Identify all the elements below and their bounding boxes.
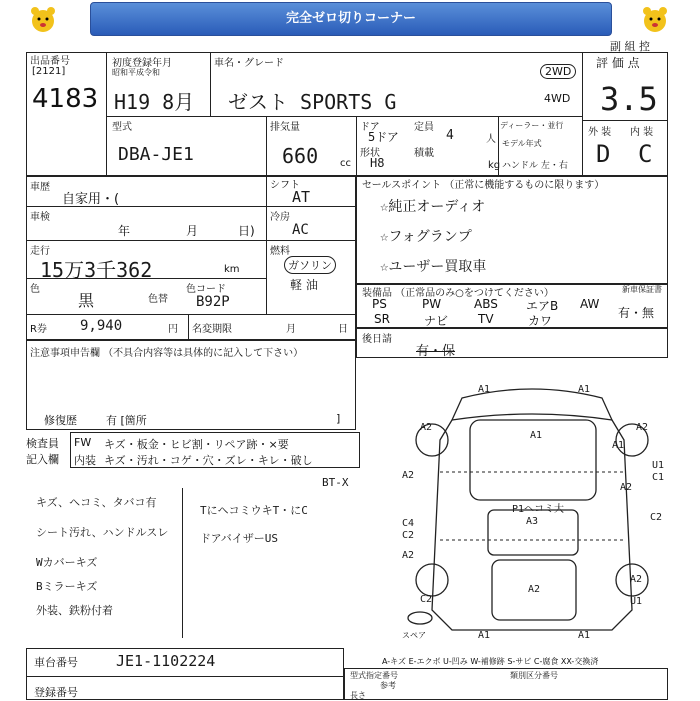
spare-label: スペア [402,631,426,640]
shape-label: 形状 [360,148,380,159]
color-label: 色 [30,284,40,295]
length-label: 長さ [350,691,366,700]
sales-label: セールスポイント （正常に機能するものに限ります） [362,180,605,191]
warranty-value: 有・無 [618,306,655,320]
score-label: 評 価 点 [596,56,640,70]
damage-mark: A1 [478,630,491,641]
equip-pw: PW [422,297,442,311]
ac-label: 冷房 [270,212,290,223]
equip-tv: TV [478,312,494,326]
damage-mark: A2 [636,422,649,433]
person-unit: 人 [486,134,496,145]
reg-number-label: 登録番号 [34,686,78,699]
damage-mark: A2 [528,584,541,595]
usage-label: 車歴 [30,182,50,193]
cap-value: 4 [446,128,454,143]
sales-item: ☆フォグランプ [380,229,472,245]
model-value: DBA-JE1 [118,144,194,165]
divider [582,120,668,121]
color-code-value: B92P [196,294,230,310]
mileage-value: 15万3千362 [40,258,153,282]
int-label: 内 装 [630,127,654,138]
divider [266,206,356,207]
cc-unit: cc [340,158,351,169]
divider [182,488,183,638]
seal-label: 副 組 控 [610,40,650,53]
remark-top: BT-X [322,476,349,489]
reg-label: 初度登録年月 [112,58,172,69]
color-swap-label: 色替 [148,294,168,305]
form-label: 型式指定番号 [350,671,398,680]
inspector-fw-items: キズ・板金・ヒビ割・リペア跡・×要 [104,438,289,451]
divider [26,240,356,241]
divider [498,116,499,176]
divider [266,176,267,314]
mileage-label: 走行 [30,246,50,257]
int-value: C [638,140,653,168]
equip-abs: ABS [474,297,498,311]
cap-label: 定員 [414,122,434,133]
sales-item: ☆ユーザー買取車 [380,259,487,275]
form-ref: 参考 [380,681,396,690]
bear-mascot-icon [28,4,58,34]
repair-label: 修復歴 [44,414,77,427]
divider [582,52,583,176]
rear-label: 後日請 [362,334,392,345]
car-label: 車名・グレード [214,58,284,69]
fuel-diesel: 軽 油 [290,278,318,292]
ext-label: 外 装 [588,127,612,138]
bear-mascot-icon [640,4,670,34]
model-year-label: モデル年式 [502,139,542,148]
divider [188,314,189,340]
damage-mark: A1 [530,430,543,441]
remark-mid: ドアバイザーUS [200,532,279,545]
equipment-label: 装備品 （正常品のみ○をつけてください） [362,288,554,299]
color-code-label: 色コード [186,284,226,295]
model-label: 型式 [112,122,132,133]
kg-unit: kg [488,160,501,171]
remark-left: Bミラーキズ [36,580,98,593]
shift-label: シフト [270,180,300,191]
damage-mark: A3 [526,516,539,527]
damage-mark: A2 [630,574,643,585]
divider [106,52,107,176]
fuel-label: 燃料 [270,246,290,257]
color-value: 黒 [78,291,95,310]
rear-value: 有・保 [416,344,456,359]
equip-leather: カワ [528,314,553,328]
disp-value: 660 [282,144,319,168]
repair-value: 有 [箇所 [106,414,147,427]
name-change-label: 名変期限 [192,324,232,335]
equip-airbag: エアB [526,299,559,313]
recycle-yen: 円 [168,324,178,335]
banner-title: 完全ゼロ切りコーナー [90,2,612,36]
damage-mark: C1 [652,472,665,483]
fuel-gas: ガソリン [284,256,336,274]
disp-label: 排気量 [270,122,300,133]
remark-left: キズ、ヘコミ、タバコ有 [36,496,157,509]
damage-mark: C2 [420,594,433,605]
remark-left: シート汚れ、ハンドルスレ [36,526,169,539]
name-change-day: 日 [338,324,348,335]
door-label: ドア [360,122,380,133]
door-value: 5ドア [368,130,399,144]
inspection-label: 車検 [30,212,50,223]
damage-mark: A1 [478,384,491,395]
name-change-month: 月 [286,324,296,335]
sales-item: ☆純正オーディオ [380,199,486,215]
divider [210,52,211,116]
mileage-unit: km [224,264,240,275]
shift-value: AT [292,188,311,206]
remark-left: Wカバーキズ [36,556,98,569]
equip-sr: SR [374,312,390,326]
remark-mid: TにヘコミウキT・にC [200,504,308,517]
era-label: 昭和平成令和 [112,68,160,77]
damage-mark: U1 [630,596,643,607]
damage-mark: P1ヘコミ大 [512,504,565,515]
ac-value: AC [292,222,309,238]
inspector-label: 検査員 記入欄 [26,437,59,466]
inspection-day: 日) [238,224,255,238]
ext-value: D [596,140,611,168]
recycle-value: 9,940 [80,318,123,334]
damage-mark: A2 [620,482,633,493]
inspector-fw-label: FW [74,436,92,449]
equip-aw: AW [580,297,600,311]
inspector-int-label: 内装 [74,454,96,467]
rear-frame [356,328,668,358]
damage-mark: A1 [612,440,625,451]
reg-value: H19 8月 [114,90,195,114]
damage-mark: A2 [402,470,415,481]
damage-mark: A1 [578,630,591,641]
lot-code: [2121] [32,66,66,77]
score-value: 3.5 [600,80,658,118]
warranty-label: 新車保証書 [622,285,662,294]
drive-4wd: 4WD [544,92,571,105]
damage-mark: C2 [402,530,415,541]
divider [356,116,357,176]
lot-label: 出品番号 [30,56,70,67]
divider [106,116,582,117]
shape-value: H8 [370,156,385,170]
load-label: 積載 [414,148,434,159]
divider [26,676,344,677]
inspection-month: 月 [186,224,199,238]
damage-mark: C4 [402,518,415,529]
divider [26,314,356,315]
inspector-int-items: キズ・汚れ・コゲ・穴・ズレ・キレ・破し [104,454,313,467]
damage-mark: A1 [578,384,591,395]
equip-navi: ナビ [424,314,449,328]
dealer-label: ディーラー・並行 [500,121,564,130]
damage-mark: A2 [420,422,433,433]
notes-label: 注意事項申告欄 （不具合内容等は具体的に記入して下さい） [30,348,304,359]
class-label: 類別区分番号 [510,671,558,680]
lot-number: 4183 [32,84,99,114]
chassis-value: JE1-1102224 [116,652,216,670]
chassis-label: 車台番号 [34,656,78,669]
divider [26,278,266,279]
divider [266,116,267,176]
remark-left: 外装、鉄粉付着 [36,604,113,617]
damage-mark: C2 [650,512,663,523]
damage-mark: A2 [402,550,415,561]
equip-ps: PS [372,297,387,311]
repair-close: ] [336,412,341,425]
car-value: ゼスト SPORTS G [228,90,397,114]
damage-mark: U1 [652,460,665,471]
damage-legend: A-キズ E-エクボ U-凹み W-補修跡 S-サビ C-腐食 XX-交換済 [382,657,599,666]
handle-label: ハンドル 左・右 [502,161,568,171]
drive-2wd: 2WD [540,64,576,79]
usage-value: 自家用・( [62,192,120,207]
recycle-label: R券 [30,324,47,335]
inspection-year: 年 [118,224,131,238]
